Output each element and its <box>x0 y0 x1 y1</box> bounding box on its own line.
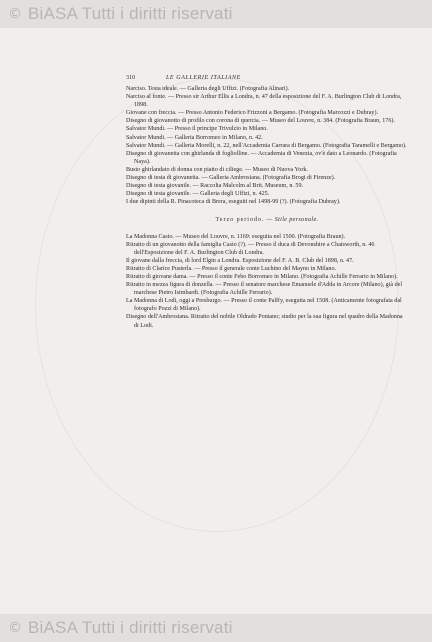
copyright-icon: © <box>8 620 22 636</box>
catalog-entry: Narciso. Testa ideale. — Galleria degli Uffizi. (Fotografia Alinari). <box>126 86 290 92</box>
catalog-entry: La Madonna Casio. — Museo del Louvre, n. 1169: eseguita nel 1500. (Fotografia Braun). <box>126 233 346 240</box>
page-header <box>126 74 408 83</box>
section-heading-prefix: Terzo periodo. <box>215 217 265 224</box>
catalog-entry: Salvator Mundi. — Galleria Morelli, n. 22, nell'Accademia Carrara di Bergamo. (Fotografia Taramelli e Bergamo). <box>126 142 407 149</box>
watermark-banner-top <box>0 0 432 28</box>
catalog-entry: Disegno di giovanetta con ghirlanda di fogliolline. — Accademia di Venezia, ov'è dato a Leonardo. (Fotografia Naya). <box>126 150 397 165</box>
watermark-banner-bottom <box>0 614 432 642</box>
section-heading: Terzo periodo. — Stile personale. <box>215 217 319 224</box>
catalog-entry: Salvator Mundi. — Galleria Borromeo in Milano, n. 42. <box>126 134 263 141</box>
entry-list-first <box>126 85 408 206</box>
entry-list-second <box>126 233 408 330</box>
catalog-entry: Il giovane dalla freccia, di lord Elgin a Londra. Esposizione del F. A. B. Club del 1898, n. 47. <box>126 257 354 264</box>
catalog-entry: Salvator Mundi. — Presso il principe Trivulzio in Milano. <box>126 126 268 133</box>
catalog-entry: Busto ghirlandato di donna con piatto di ciliege. — Museo di Nuova York. <box>126 166 308 173</box>
catalog-entry: Disegno di testa di giovanetta. — Galleria Ambrosiana. (Fotografia Brogi di Firenze). <box>126 175 336 182</box>
catalog-entry: La Madonna di Lodi, oggi a Presburgo. — Presso il conte Palffy, eseguita nel 1508. (Anticamente fotografata dal fotografo Pozzi di Milano). <box>126 298 402 313</box>
section-heading-subtitle: Stile personale. <box>274 217 319 224</box>
catalog-entry: Ritratto in mezza figura di donzella. — Presso il senatore marchese Emanuele d'Adda in Arcore (Milano), già del marchese Pietro Isimbardi. (Fotografia Achille Ferrario). <box>126 282 403 297</box>
copyright-icon: © <box>8 6 22 22</box>
catalog-entry: Ritratto di un giovanotto della famiglia Casio (?). — Presso il duca di Devonshire a Chatsworth, n. 46 dell'Esposizione del F. A. Burlington Club di Londra. <box>126 241 375 256</box>
catalog-entry: Disegno dell'Ambrosiana. Ritratto del nobile Oldrado Pontano; studio per la sua figura nel quadro della Madonna di Lodi. <box>126 314 403 329</box>
running-title: LE GALLERIE ITALIANE <box>166 75 241 81</box>
watermark-text-top: BiASA Tutti i diritti riservati <box>28 4 233 23</box>
catalog-entry: Disegno di testa giovanile. — Galleria degli Uffizi, n. 425. <box>126 191 270 198</box>
catalog-entry: Ritratto di giovane dama. — Presso il conte Febo Borromeo in Milano. (Fotografia Achille Ferrario in Milano). <box>126 273 398 280</box>
catalog-entry: Disegno di testa giovanile. — Raccolta Malcolm al Brit. Museum, n. 59. <box>126 183 304 190</box>
document-page <box>126 74 408 330</box>
catalog-entry: Disegno di giovanotto di profilo con corona di quercia. — Museo del Louvre, n. 384. (Fotografia Braun, 176). <box>126 118 395 125</box>
catalog-entry: Ritratto di Clarice Pusterla. — Presso il generale conte Luchino del Mayno in Milano. <box>126 265 337 272</box>
watermark-text-bottom: BiASA Tutti i diritti riservati <box>28 618 233 637</box>
catalog-entry: Giovane con freccia. — Presso Antonio Federico Frizzoni a Bergamo. (Fotografia Marcozzi e Dubray). <box>126 110 379 117</box>
catalog-entry: I due dipinti della R. Pinacoteca di Brera, eseguiti nel 1498-99 (?). (Fotografia Dubray). <box>126 199 341 206</box>
catalog-entry: Narciso al fonte. — Presso sir Arthur Ellis a Londra, n. 47 della esposizione del F. A. Burlington Club di Londra, 1898. <box>126 94 402 109</box>
page-number: 310 <box>126 75 135 81</box>
